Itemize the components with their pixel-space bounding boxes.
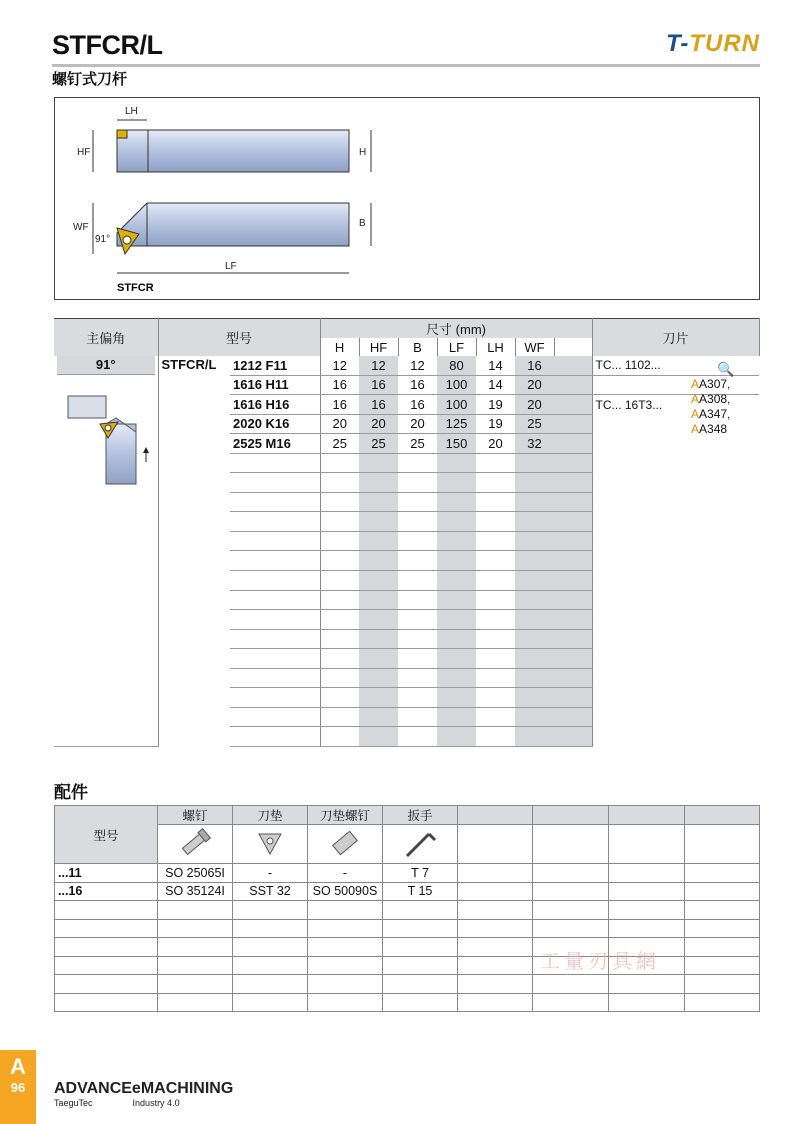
dim-h (320, 610, 359, 630)
insert-code (592, 512, 759, 532)
insert-code: TC... 1102... (592, 356, 759, 375)
dim-hf: 16 (359, 395, 398, 415)
shim-icon (233, 825, 308, 864)
dim-h: 12 (320, 356, 359, 375)
dim-h (320, 571, 359, 591)
dim-hf (359, 688, 398, 708)
type-size: 1616 H16 (230, 395, 320, 415)
dim-b: 16 (398, 395, 437, 415)
dim-hf (359, 512, 398, 532)
label-hf: HF (77, 147, 91, 158)
dim-hf (359, 473, 398, 493)
dim-b (398, 668, 437, 688)
dim-wf (515, 473, 554, 493)
dim-lf (437, 727, 476, 747)
table-row (54, 356, 759, 375)
dim-wf (515, 571, 554, 591)
acc-header-screw: 螺钉 (158, 806, 233, 825)
acc-screw (158, 975, 233, 994)
accessories-table (54, 805, 760, 1012)
dim-wf: 25 (515, 414, 554, 434)
ref-a347: A347, (699, 407, 731, 421)
dim-lh: 14 (476, 356, 515, 375)
dim-lh (476, 610, 515, 630)
dim-h: 25 (320, 434, 359, 454)
section-letter: A (10, 1054, 26, 1079)
dim-wf (515, 727, 554, 747)
label-wf: WF (73, 222, 89, 233)
dim-h (320, 590, 359, 610)
dim-wf: 32 (515, 434, 554, 454)
dim-hf: 25 (359, 434, 398, 454)
tool-illustration (66, 392, 156, 487)
acc-shim: SST 32 (233, 882, 308, 901)
acc-type (55, 901, 158, 920)
acc-shim (233, 938, 308, 957)
dim-wf (515, 512, 554, 532)
dim-b: 16 (398, 375, 437, 395)
dim-lh: 19 (476, 414, 515, 434)
type-size (230, 629, 320, 649)
dim-lh (476, 707, 515, 727)
dim-h (320, 531, 359, 551)
dim-wf (515, 551, 554, 571)
dim-b (398, 492, 437, 512)
acc-shim (233, 956, 308, 975)
dim-h (320, 727, 359, 747)
acc-type (55, 938, 158, 957)
dim-lf (437, 512, 476, 532)
header-type: 型号 (158, 319, 320, 357)
acc-row (55, 919, 760, 938)
dim-wf (515, 610, 554, 630)
label-lf: LF (225, 261, 237, 272)
watermark: 工量刃具網 (540, 951, 660, 973)
type-size (230, 531, 320, 551)
dim-wf (515, 590, 554, 610)
acc-shim-screw (308, 993, 383, 1012)
acc-header-type: 型号 (55, 806, 158, 864)
dim-b (398, 551, 437, 571)
acc-shim (233, 993, 308, 1012)
dim-lh (476, 492, 515, 512)
dim-lh (476, 629, 515, 649)
dim-hf (359, 668, 398, 688)
dim-h (320, 512, 359, 532)
dim-wf: 16 (515, 356, 554, 375)
acc-shim-screw (308, 919, 383, 938)
dim-b (398, 571, 437, 591)
dim-h: 16 (320, 375, 359, 395)
dim-hf: 12 (359, 356, 398, 375)
insert-code (592, 453, 759, 473)
ref-a348: A348 (699, 422, 728, 436)
dim-wf (515, 688, 554, 708)
insert-code (592, 668, 759, 688)
col-h: H (320, 338, 359, 356)
angle-value: 91° (57, 356, 155, 375)
dim-lh (476, 668, 515, 688)
acc-shim-screw (308, 975, 383, 994)
dim-wf (515, 668, 554, 688)
acc-shim: - (233, 864, 308, 883)
type-size: 2020 K16 (230, 414, 320, 434)
dim-hf (359, 707, 398, 727)
type-size (230, 688, 320, 708)
screw-icon (158, 825, 233, 864)
type-size (230, 668, 320, 688)
dim-hf (359, 590, 398, 610)
dim-lf (437, 551, 476, 571)
dim-b (398, 531, 437, 551)
insert-code (592, 649, 759, 669)
type-size (230, 551, 320, 571)
ref-a308: A308, (699, 392, 731, 406)
acc-header-shim: 刀垫 (233, 806, 308, 825)
dim-wf (515, 492, 554, 512)
col-lf: LF (437, 338, 476, 356)
dim-lf: 125 (437, 414, 476, 434)
brand-left: TaeguTec (54, 1098, 93, 1108)
acc-shim-screw: SO 50090S (308, 882, 383, 901)
page-number: 96 (10, 1080, 26, 1095)
dim-wf (515, 707, 554, 727)
insert-code (592, 688, 759, 708)
insert-code: TC... 16T3... (595, 397, 663, 412)
dim-wf (515, 453, 554, 473)
dim-h (320, 492, 359, 512)
dim-lf (437, 571, 476, 591)
type-size (230, 571, 320, 591)
dim-hf (359, 610, 398, 630)
dim-hf (359, 629, 398, 649)
insert-code (592, 551, 759, 571)
acc-shim (233, 975, 308, 994)
dim-b (398, 727, 437, 747)
dim-lh (476, 453, 515, 473)
label-lh: LH (125, 106, 138, 117)
insert-code (592, 590, 759, 610)
dim-b (398, 649, 437, 669)
dim-lh (476, 512, 515, 532)
dim-lf: 100 (437, 395, 476, 415)
dim-hf (359, 492, 398, 512)
type-size (230, 610, 320, 630)
dim-lf: 100 (437, 375, 476, 395)
dim-b (398, 590, 437, 610)
acc-shim-screw (308, 938, 383, 957)
page-subtitle: 螺钉式刀杆 (52, 71, 128, 88)
acc-screw: SO 35124I (158, 882, 233, 901)
dim-lf (437, 610, 476, 630)
type-size: 1616 H11 (230, 375, 320, 395)
insert-code (592, 727, 759, 747)
dim-h (320, 473, 359, 493)
dim-hf (359, 531, 398, 551)
acc-shim-screw (308, 956, 383, 975)
dim-b (398, 453, 437, 473)
dim-hf (359, 571, 398, 591)
dim-lh (476, 649, 515, 669)
dim-b: 12 (398, 356, 437, 375)
type-prefix: STFCR/L (161, 357, 217, 372)
magnifier-icon: 🔍 (717, 361, 735, 377)
dim-lf: 150 (437, 434, 476, 454)
acc-row (55, 993, 760, 1012)
acc-type (55, 956, 158, 975)
label-angle: 91° (95, 234, 111, 245)
dim-lh: 14 (476, 375, 515, 395)
page-title: STFCR/L (52, 30, 163, 60)
acc-type: ...16 (55, 882, 158, 901)
wrench-icon (383, 825, 458, 864)
acc-shim (233, 901, 308, 920)
dim-lf (437, 473, 476, 493)
dim-wf (515, 649, 554, 669)
dim-lf (437, 688, 476, 708)
dim-lf: 80 (437, 356, 476, 375)
label-b: B (359, 218, 366, 229)
insert-code (592, 610, 759, 630)
type-size (230, 707, 320, 727)
acc-screw (158, 938, 233, 957)
dim-lh (476, 473, 515, 493)
dim-lh: 20 (476, 434, 515, 454)
type-size (230, 727, 320, 747)
tool-name: STFCR (117, 282, 154, 294)
acc-wrench (383, 901, 458, 920)
brand-logo: T-TURN (666, 30, 760, 57)
header-dims: 尺寸 (mm) (320, 319, 592, 339)
dim-wf: 20 (515, 395, 554, 415)
section-tab (0, 1050, 36, 1124)
header-angle: 主偏角 (54, 319, 158, 357)
dim-h (320, 688, 359, 708)
type-size (230, 473, 320, 493)
dim-wf: 20 (515, 375, 554, 395)
acc-wrench: T 15 (383, 882, 458, 901)
shim-screw-icon (308, 825, 383, 864)
insert-code (592, 629, 759, 649)
acc-row (55, 975, 760, 994)
dim-lh: 19 (476, 395, 515, 415)
dim-lf (437, 649, 476, 669)
dim-h (320, 551, 359, 571)
dim-b (398, 610, 437, 630)
type-size: 2525 M16 (230, 434, 320, 454)
header-divider (52, 64, 760, 67)
dim-h: 20 (320, 414, 359, 434)
catalog-refs: 🔍 AA307, AA308, AA347, AA348 (691, 362, 761, 437)
dim-lh (476, 727, 515, 747)
type-size (230, 649, 320, 669)
dim-lh (476, 590, 515, 610)
acc-wrench (383, 993, 458, 1012)
col-hf: HF (359, 338, 398, 356)
dim-b: 20 (398, 414, 437, 434)
dim-h (320, 453, 359, 473)
acc-shim-screw (308, 901, 383, 920)
acc-header-wrench: 扳手 (383, 806, 458, 825)
dim-hf (359, 551, 398, 571)
acc-type (55, 919, 158, 938)
dim-b (398, 473, 437, 493)
dim-lf (437, 492, 476, 512)
dim-b (398, 512, 437, 532)
label-h: H (359, 147, 367, 158)
dim-h: 16 (320, 395, 359, 415)
accessories-title: 配件 (54, 783, 88, 802)
acc-screw (158, 901, 233, 920)
footer-brand (54, 1080, 233, 1108)
acc-type (55, 975, 158, 994)
header-insert: 刀片 (592, 319, 759, 357)
brand-name: ADVANCEeMACHINING (54, 1080, 234, 1097)
acc-row (55, 901, 760, 920)
acc-row (55, 882, 760, 901)
acc-wrench (383, 919, 458, 938)
type-size: 1212 F11 (230, 356, 320, 375)
acc-type (55, 993, 158, 1012)
type-size (230, 590, 320, 610)
dim-lf (437, 531, 476, 551)
type-size (230, 453, 320, 473)
dim-hf: 20 (359, 414, 398, 434)
dim-h (320, 649, 359, 669)
dim-b (398, 629, 437, 649)
dim-b (398, 707, 437, 727)
dim-hf (359, 453, 398, 473)
dim-lf (437, 590, 476, 610)
acc-shim-screw: - (308, 864, 383, 883)
acc-wrench (383, 956, 458, 975)
acc-screw (158, 956, 233, 975)
col-wf: WF (515, 338, 554, 356)
col-lh: LH (476, 338, 515, 356)
tool-drawing (54, 97, 760, 300)
dim-lh (476, 571, 515, 591)
insert-code (592, 571, 759, 591)
acc-wrench (383, 975, 458, 994)
dim-h (320, 707, 359, 727)
dim-lh (476, 688, 515, 708)
dim-wf (515, 629, 554, 649)
dim-h (320, 668, 359, 688)
acc-screw: SO 25065I (158, 864, 233, 883)
dim-lf (437, 453, 476, 473)
insert-code (592, 492, 759, 512)
acc-header-shim-screw: 刀垫螺钉 (308, 806, 383, 825)
dim-lf (437, 629, 476, 649)
dim-wf (515, 531, 554, 551)
acc-shim (233, 919, 308, 938)
type-size (230, 492, 320, 512)
dim-b (398, 688, 437, 708)
dim-lh (476, 531, 515, 551)
acc-screw (158, 993, 233, 1012)
dim-hf: 16 (359, 375, 398, 395)
dim-lf (437, 668, 476, 688)
dim-lf (437, 707, 476, 727)
insert-code (592, 707, 759, 727)
insert-code (592, 473, 759, 493)
dim-lh (476, 551, 515, 571)
type-size (230, 512, 320, 532)
acc-wrench (383, 938, 458, 957)
brand-right: Industry 4.0 (132, 1098, 180, 1108)
dim-hf (359, 727, 398, 747)
ref-a307: A307, (699, 377, 731, 391)
acc-screw (158, 919, 233, 938)
dim-hf (359, 649, 398, 669)
acc-row (55, 864, 760, 883)
acc-wrench: T 7 (383, 864, 458, 883)
acc-type: ...11 (55, 864, 158, 883)
dim-h (320, 629, 359, 649)
insert-code (592, 531, 759, 551)
dim-b: 25 (398, 434, 437, 454)
spec-table (54, 318, 760, 747)
col-b: B (398, 338, 437, 356)
